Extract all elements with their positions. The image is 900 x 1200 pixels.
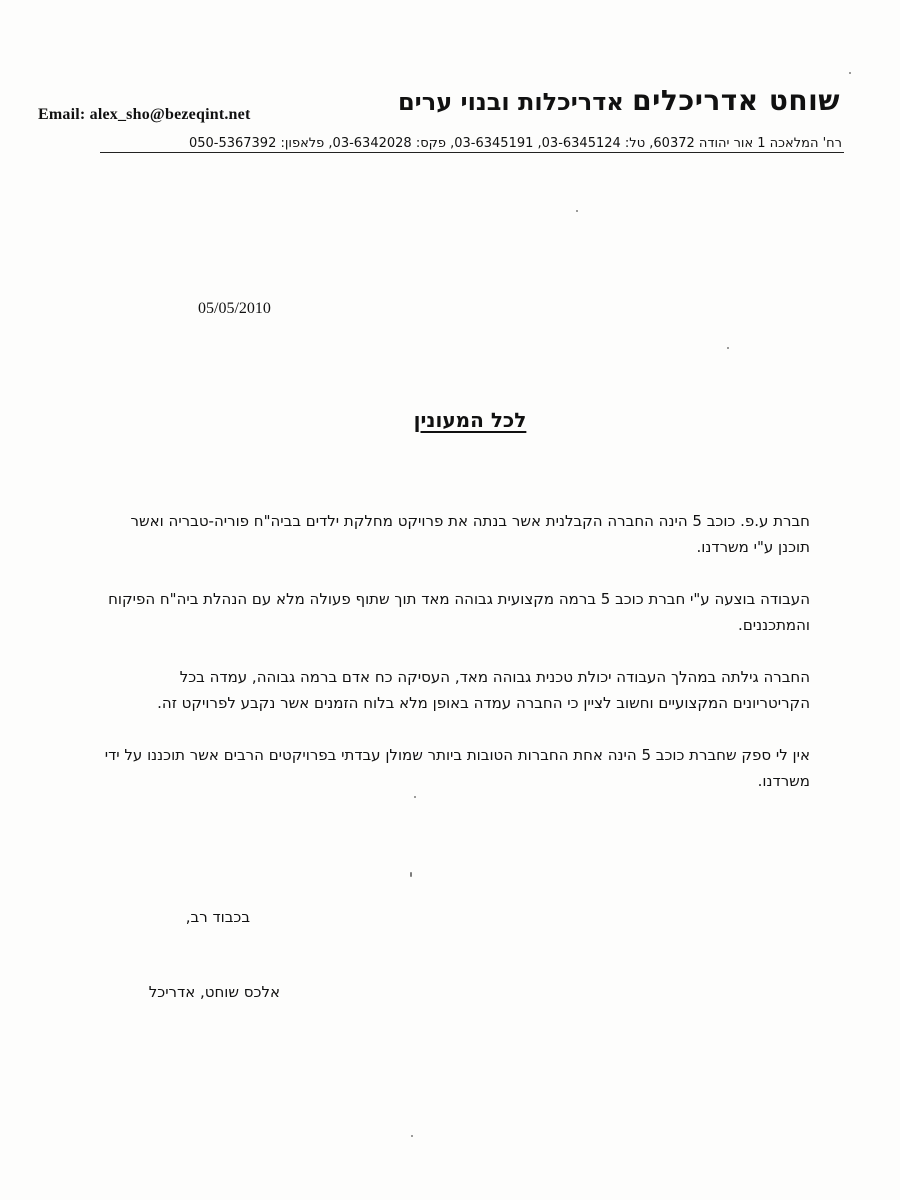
scan-speck (411, 1135, 413, 1137)
letterhead-address: רח' המלאכה 1 אור יהודה 60372, טל: 03-6345124, 03-6345191, פקס: 03-6342028, פלאפון: 050-5367392 (188, 136, 842, 151)
letter-closing: בכבוד רב, (185, 908, 250, 926)
scan-speck (414, 796, 416, 798)
letter-date: 05/05/2010 (198, 300, 271, 317)
letterhead-company-name (398, 84, 840, 117)
company-name-bold: שוחט אדריכלים (632, 84, 840, 117)
letter-signature: אלכס שוחט, אדריכל (148, 983, 280, 1001)
letter-body (104, 508, 810, 820)
scan-speck (849, 72, 851, 74)
scan-speck (410, 872, 412, 877)
scan-speck (576, 210, 578, 212)
letterhead-divider (100, 152, 844, 153)
company-name-rest: אדריכלות ובנוי ערים (397, 88, 633, 116)
letter-title: לכל המעונין (413, 408, 527, 432)
body-paragraph-4: אין לי ספק שחברת כוכב 5 הינה אחת החברות הטובות ביותר שמולן עבדתי בפרויקטים הרבים אשר תוכננו על ידי משרדנו. (104, 746, 810, 790)
letterhead-email: Email: alex_sho@bezeqint.net (38, 106, 251, 123)
body-paragraph-2: העבודה בוצעה ע"י חברת כוכב 5 ברמה מקצועית גבוהה מאד תוך שתוף פעולה מלא עם הנהלת ביה"ח הפיקוח והמתכננים. (108, 590, 810, 634)
body-paragraph-1: חברת ע.פ. כוכב 5 הינה החברה הקבלנית אשר בנתה את פרויקט מחלקת ילדים בביה"ח פוריה-טבריה ואשר תוכנן ע"י משרדנו. (130, 512, 810, 556)
body-paragraph-3: החברה גילתה במהלך העבודה יכולת טכנית גבוהה מאד, העסיקה כח אדם ברמה גבוהה, עמדה בכל הקריטריונים המקצועיים וחשוב לציין כי החברה עמדה באופן מלא בלוח הזמנים אשר נקבע לפרויקט זה. (157, 668, 810, 712)
scan-speck (727, 347, 729, 349)
